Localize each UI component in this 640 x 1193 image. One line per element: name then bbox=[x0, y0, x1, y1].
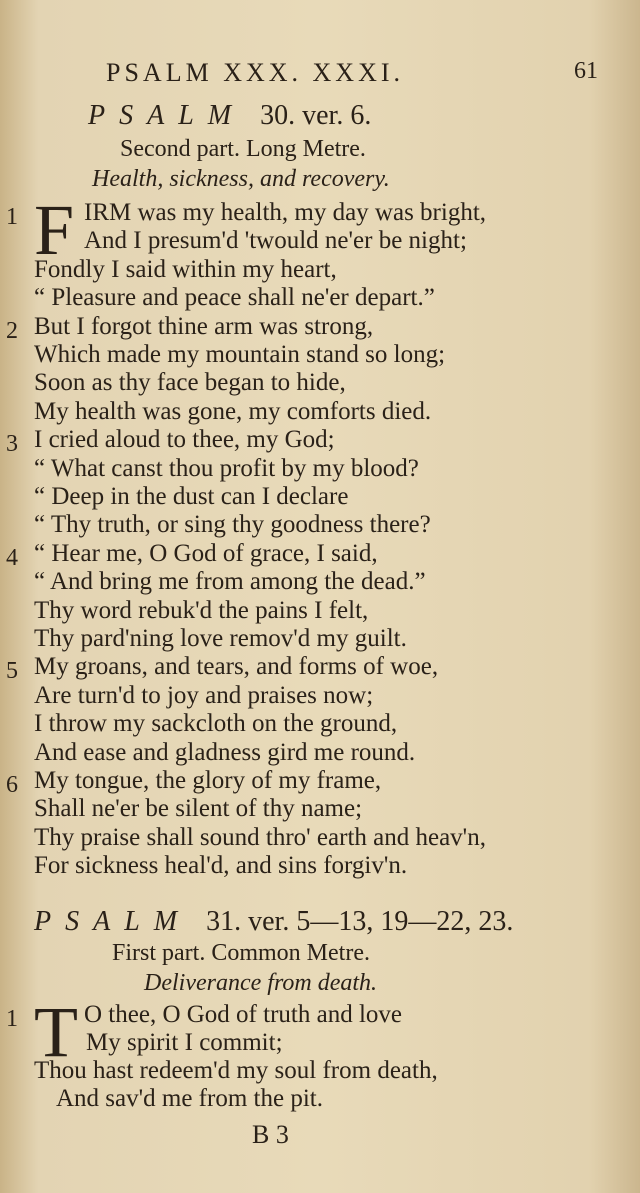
psalm-30-dropcap: F bbox=[34, 190, 75, 270]
psalm30-verse-line: “ Deep in the dust can I declare bbox=[34, 483, 349, 510]
psalm30-verse-line: But I forgot thine arm was strong, bbox=[34, 312, 374, 340]
psalm-31-title-ref: 31. ver. 5—13, 19—22, 23. bbox=[206, 906, 514, 937]
psalm30-verse-line: Thy praise shall sound thro' earth and heav'n, bbox=[34, 823, 486, 851]
psalm30-verse-number: 2 bbox=[6, 317, 18, 344]
psalm30-verse-number: 3 bbox=[6, 431, 18, 458]
psalm30-verse-line: Fondly I said within my heart, bbox=[34, 255, 337, 283]
psalm-31-title bbox=[34, 906, 513, 938]
psalm30-verse-number: 5 bbox=[6, 658, 18, 685]
psalm-31-part: First part. Common Metre. bbox=[112, 940, 370, 966]
running-head: PSALM XXX. XXXI. bbox=[106, 58, 405, 87]
psalm-31-subject: Deliverance from death. bbox=[144, 970, 378, 996]
psalm-30-part: Second part. Long Metre. bbox=[120, 136, 366, 162]
psalm-30-title-ref: 30. ver. 6. bbox=[260, 100, 372, 131]
psalm-30-subject: Health, sickness, and recovery. bbox=[92, 166, 390, 192]
psalm30-verse-line: Which made my mountain stand so long; bbox=[34, 341, 446, 368]
psalm30-verse-line: My tongue, the glory of my frame, bbox=[34, 767, 382, 794]
psalm31-verse-number: 1 bbox=[6, 1006, 18, 1032]
psalm30-verse-number: 4 bbox=[6, 544, 18, 571]
psalm30-verse-line: And I presum'd 'twould ne'er be night; bbox=[84, 227, 467, 255]
psalm30-verse-line: IRM was my health, my day was bright, bbox=[84, 199, 487, 226]
psalm30-verse-line: For sickness heal'd, and sins forgiv'n. bbox=[34, 852, 408, 880]
psalm30-verse-line: “ And bring me from among the dead.” bbox=[34, 568, 426, 596]
psalm30-verse-line: “ Thy truth, or sing thy goodness there? bbox=[34, 511, 431, 539]
psalm31-verse-line: And sav'd me from the pit. bbox=[56, 1085, 323, 1112]
page-number: 61 bbox=[574, 58, 598, 84]
psalm30-verse-number: 6 bbox=[6, 772, 18, 798]
psalm30-verse-line: And ease and gladness gird me round. bbox=[34, 738, 416, 766]
psalm30-verse-line: Thy word rebuk'd the pains I felt, bbox=[34, 596, 369, 624]
psalm31-verse-line: Thou hast redeem'd my soul from death, bbox=[34, 1057, 438, 1084]
psalm30-verse-line: Are turn'd to joy and praises now; bbox=[34, 681, 374, 709]
psalm30-verse-line: “ Pleasure and peace shall ne'er depart.” bbox=[34, 284, 435, 312]
psalm-31-title-word: PSALM bbox=[34, 906, 192, 937]
psalm-30-title bbox=[88, 100, 371, 132]
psalm31-verse-line: My spirit I commit; bbox=[86, 1029, 283, 1056]
psalm30-verse-line: “ Hear me, O God of grace, I said, bbox=[34, 539, 378, 567]
psalm-31-dropcap: T bbox=[34, 992, 78, 1072]
signature-mark: B 3 bbox=[252, 1120, 289, 1149]
psalm31-verse-line: O thee, O God of truth and love bbox=[84, 1001, 402, 1028]
psalm30-verse-number: 1 bbox=[6, 204, 18, 230]
psalm30-verse-line: My groans, and tears, and forms of woe, bbox=[34, 653, 439, 681]
psalm30-verse-line: My health was gone, my comforts died. bbox=[34, 397, 432, 425]
psalm30-verse-line: I throw my sackcloth on the ground, bbox=[34, 710, 398, 738]
psalm30-verse-line: Thy pard'ning love remov'd my guilt. bbox=[34, 625, 407, 652]
psalm30-verse-line: “ What canst thou profit by my blood? bbox=[34, 454, 419, 482]
psalm30-verse-line: I cried aloud to thee, my God; bbox=[34, 426, 335, 454]
psalm30-verse-line: Soon as thy face began to hide, bbox=[34, 369, 346, 397]
psalm-30-title-word: PSALM bbox=[88, 100, 246, 131]
psalm30-verse-line: Shall ne'er be silent of thy name; bbox=[34, 795, 363, 823]
